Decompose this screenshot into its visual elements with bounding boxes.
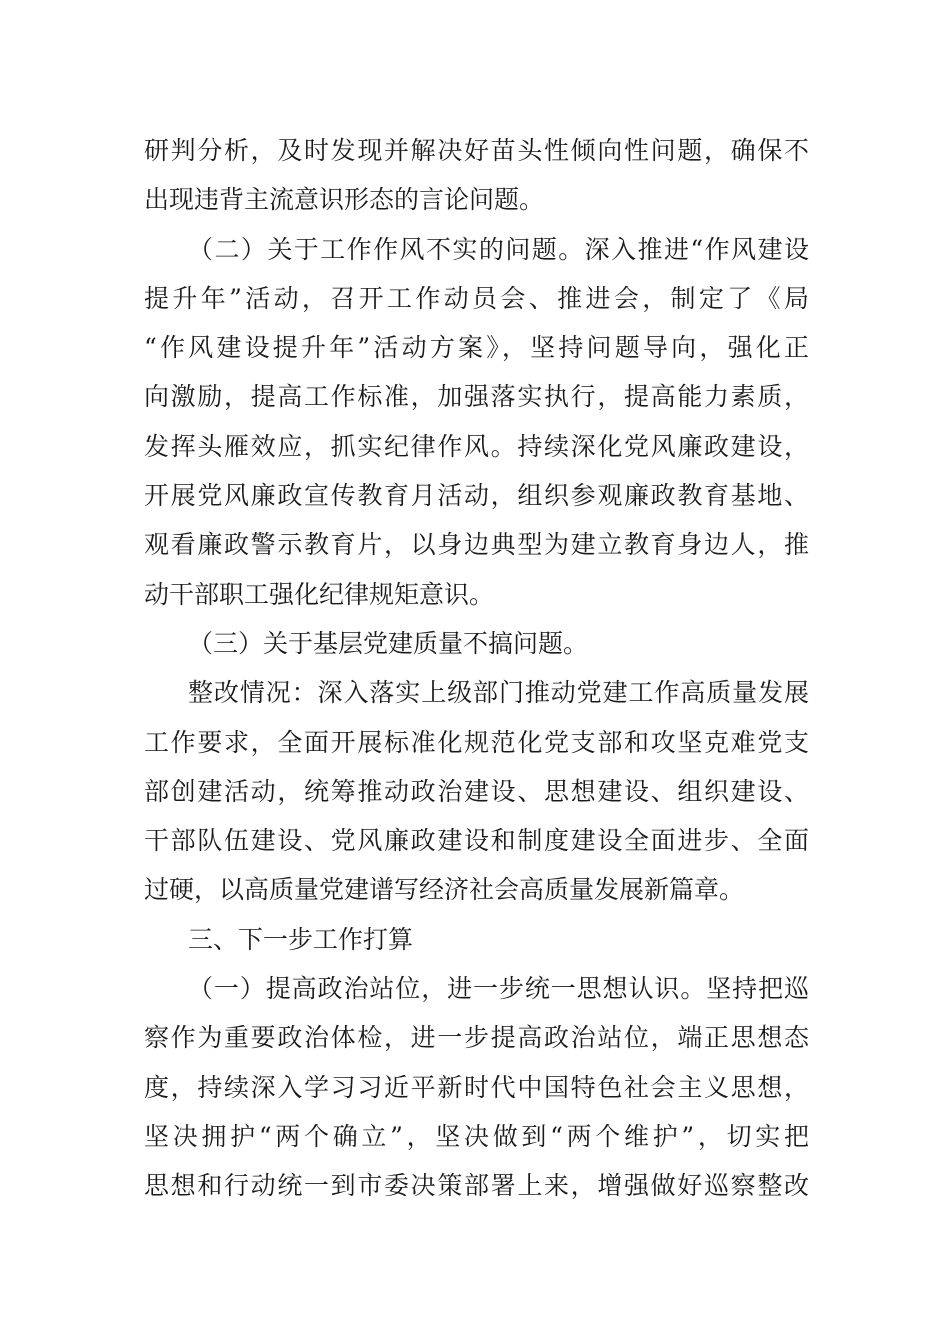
text-line: 坚决拥护“两个确立”，坚决做到“两个维护”，切实把 [144, 1121, 809, 1151]
text-line: （一）提高政治站位，进一步统一思想认识。坚持把巡 [188, 974, 809, 1004]
text-line: 研判分析，及时发现并解决好苗头性倾向性问题，确保不 [144, 136, 809, 165]
text-line: 思想和行动统一到市委决策部署上来，增强做好巡察整改 [144, 1171, 809, 1201]
text-line: 向激励，提高工作标准，加强落实执行，提高能力素质， [144, 382, 809, 412]
text-line: （二）关于工作作风不实的问题。深入推进“作风建设 [188, 234, 809, 264]
document-body [144, 126, 809, 1211]
text-line: 三、下一步工作打算 [188, 924, 414, 954]
text-line: 察作为重要政治体检，进一步提高政治站位，端正思想态 [144, 1023, 809, 1053]
text-line: 过硬，以高质量党建谱写经济社会高质量发展新篇章。 [144, 875, 745, 905]
text-line: 发挥头雁效应，抓实纪律作风。持续深化党风廉政建设， [144, 431, 809, 461]
text-line: 开展党风廉政宣传教育月活动，组织参观廉政教育基地、 [144, 481, 809, 511]
text-line: “作风建设提升年”活动方案》，坚持问题导向，强化正 [144, 333, 809, 363]
text-line: （三）关于基层党建质量不搞问题。 [188, 628, 589, 658]
text-line: 提升年”活动，召开工作动员会、推进会，制定了《局 [144, 283, 809, 313]
text-line: 干部队伍建设、党风廉政建设和制度建设全面进步、全面 [144, 826, 809, 856]
text-line: 工作要求，全面开展标准化规范化党支部和攻坚克难党支 [144, 727, 809, 757]
text-line: 出现违背主流意识形态的言论问题。 [144, 185, 545, 215]
text-line: 观看廉政警示教育片，以身边典型为建立教育身边人，推 [144, 530, 809, 560]
text-line: 整改情况：深入落实上级部门推动党建工作高质量发展 [188, 678, 809, 708]
text-line: 度，持续深入学习习近平新时代中国特色社会主义思想， [144, 1072, 809, 1102]
text-line: 动干部职工强化纪律规矩意识。 [144, 579, 495, 609]
text-line: 部创建活动，统筹推动政治建设、思想建设、组织建设、 [144, 776, 809, 806]
